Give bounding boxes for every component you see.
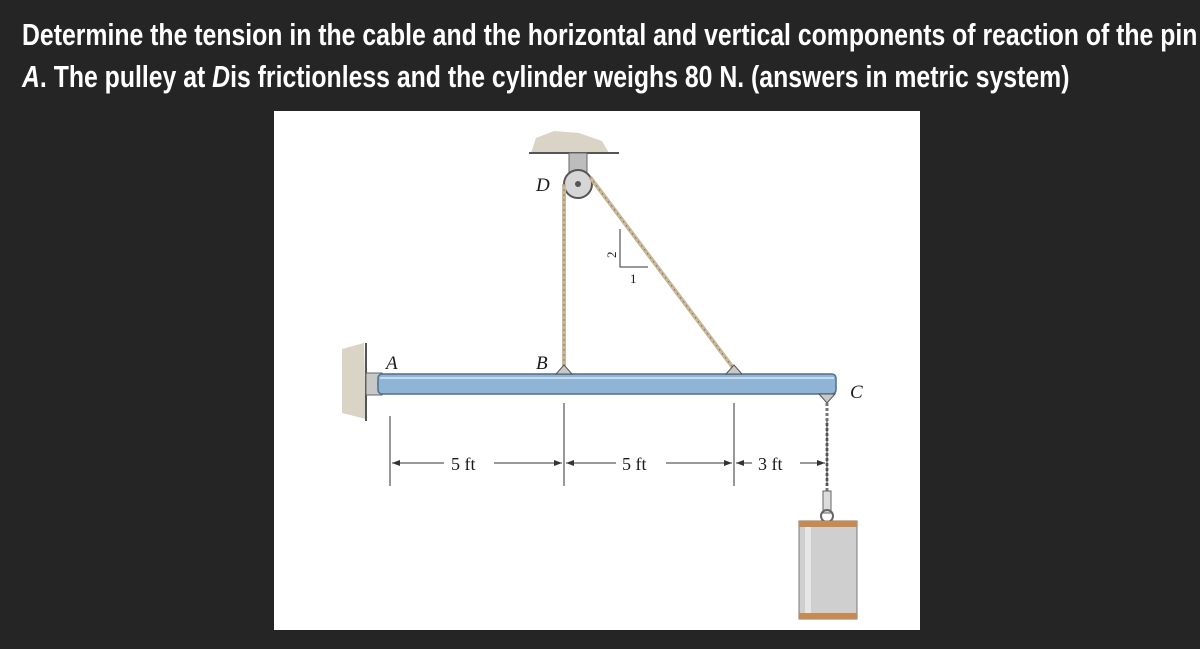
- problem-line-2-part1: . The pulley at: [39, 59, 213, 94]
- problem-line-2: [22, 56, 1070, 98]
- lug-c: [819, 394, 835, 403]
- cylinder-weight: [799, 521, 857, 619]
- label-c: C: [850, 382, 863, 403]
- slope-triangle: [604, 229, 648, 286]
- label-b: B: [536, 353, 548, 374]
- pulley-d: [564, 153, 592, 198]
- figure-drawing: [274, 111, 920, 630]
- ceiling-support: [529, 131, 619, 153]
- label-d: D: [536, 175, 550, 196]
- cable: [564, 177, 734, 373]
- problem-line-1: Determine the tension in the cable and the horizontal and vertical components of reaction of the pin: [22, 17, 1198, 52]
- slope-run-label: 1: [630, 271, 637, 286]
- mechanics-figure: [274, 111, 920, 630]
- dimension-label-3: 3 ft: [758, 454, 783, 474]
- lug-cable: [726, 365, 742, 374]
- beam: [378, 374, 836, 394]
- pin-reference: A: [22, 59, 40, 94]
- dimension-label-1: 5 ft: [451, 454, 476, 474]
- slope-rise-label: 2: [604, 251, 619, 258]
- lug-b: [556, 365, 572, 374]
- dimension-label-2: 5 ft: [622, 454, 647, 474]
- problem-line-2-part2: is frictionless and the cylinder weighs 80 N. (answers in metric system): [230, 59, 1070, 94]
- problem-statement: [22, 14, 1198, 98]
- label-a: A: [386, 353, 398, 374]
- pulley-reference: D: [212, 59, 231, 94]
